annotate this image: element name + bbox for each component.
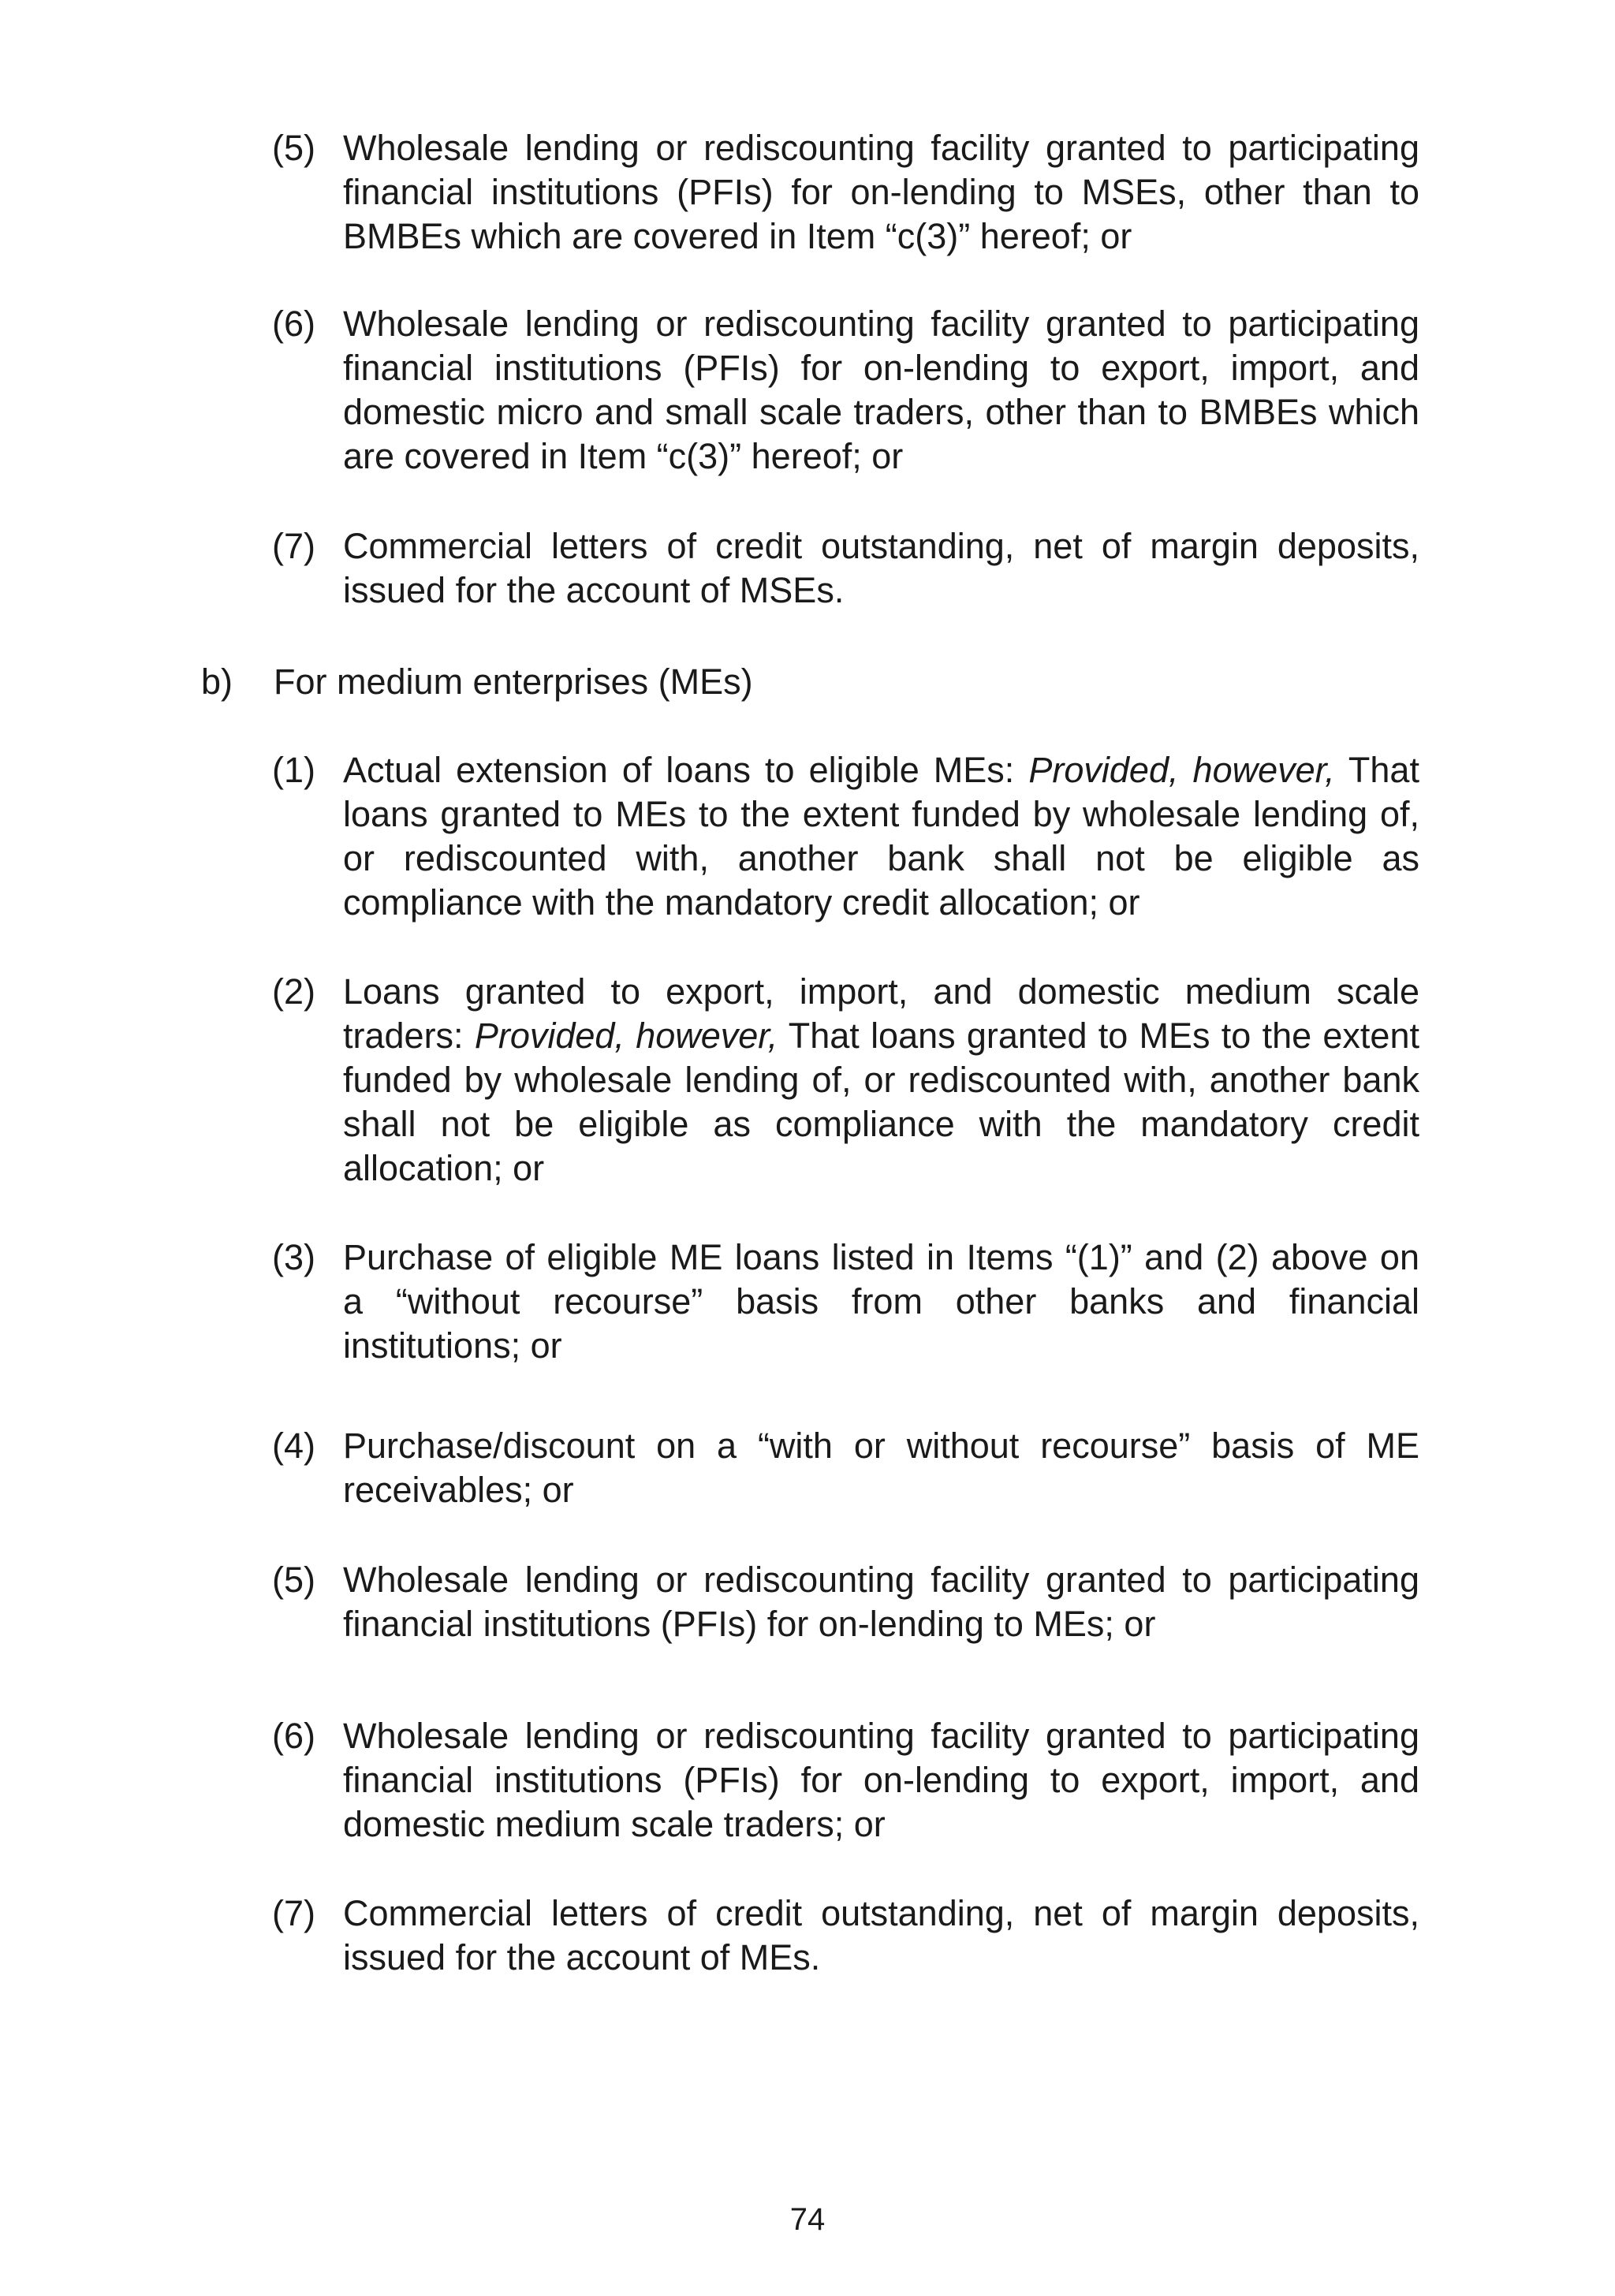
item-text	[343, 748, 1419, 925]
proviso-text: Provided, however,	[474, 1016, 778, 1056]
proviso-text: Provided, however,	[1028, 750, 1335, 790]
item-number: (7)	[272, 526, 315, 566]
list-item-b5	[272, 1558, 1419, 1646]
item-text: Wholesale lending or rediscounting facility granted to participating financial institutions (PFIs) for on-lending to export, import, and domestic medium scale traders; or	[343, 1716, 1419, 1844]
item-text: Purchase of eligible ME loans listed in Items “(1)” and (2) above on a “without recourse” basis from other banks and financial institutions; or	[343, 1237, 1419, 1366]
item-rest: That loans granted to MEs to the extent funded by wholesale lending of, or rediscounted with, another bank shall not be eligible as compliance with the mandatory credit allocation; or	[343, 1016, 1419, 1188]
item-number: (4)	[272, 1426, 315, 1466]
item-number: (5)	[272, 128, 315, 168]
item-rest: That loans granted to MEs to the extent funded by wholesale lending of, or rediscounted with, another bank shall not be eligible as compliance with the mandatory credit allocation; or	[343, 750, 1419, 922]
item-text: Purchase/discount on a “with or without recourse” basis of ME receivables; or	[343, 1426, 1419, 1510]
item-text	[343, 970, 1419, 1191]
list-item-b7	[272, 1892, 1419, 1980]
list-item-b2	[272, 970, 1419, 1191]
item-text: Commercial letters of credit outstanding, net of margin deposits, issued for the account of MSEs.	[343, 526, 1419, 610]
item-lead: Loans granted to export, import, and domestic medium scale traders:	[343, 971, 1419, 1056]
item-lead: Actual extension of loans to eligible MEs:	[343, 750, 1015, 790]
item-number: (5)	[272, 1560, 315, 1600]
item-text: Wholesale lending or rediscounting facility granted to participating financial institutions (PFIs) for on-lending to MSEs, other than to BMBEs which are covered in Item “c(3)” hereof; or	[343, 128, 1419, 256]
list-item-a6	[272, 302, 1419, 479]
list-item-b3	[272, 1236, 1419, 1368]
list-item-a5	[272, 126, 1419, 259]
list-item-a7	[272, 524, 1419, 613]
section-label: b)	[201, 662, 233, 702]
section-title: For medium enterprises (MEs)	[274, 662, 753, 702]
item-number: (6)	[272, 304, 315, 344]
item-number: (3)	[272, 1237, 315, 1277]
page-number: 74	[789, 2202, 826, 2237]
item-number: (7)	[272, 1893, 315, 1933]
list-item-b4	[272, 1424, 1419, 1512]
item-text: Wholesale lending or rediscounting facility granted to participating financial institutions (PFIs) for on-lending to MEs; or	[343, 1560, 1419, 1644]
list-item-b6	[272, 1714, 1419, 1847]
item-number: (1)	[272, 750, 315, 790]
item-number: (6)	[272, 1716, 315, 1756]
item-number: (2)	[272, 971, 315, 1012]
item-text: Wholesale lending or rediscounting facility granted to participating financial institutions (PFIs) for on-lending to export, import, and domestic micro and small scale traders, other than to BMBEs which are covered in Item “c(3)” hereof; or	[343, 304, 1419, 476]
list-item-b1	[272, 748, 1419, 925]
item-text: Commercial letters of credit outstanding, net of margin deposits, issued for the account of MEs.	[343, 1893, 1419, 1977]
